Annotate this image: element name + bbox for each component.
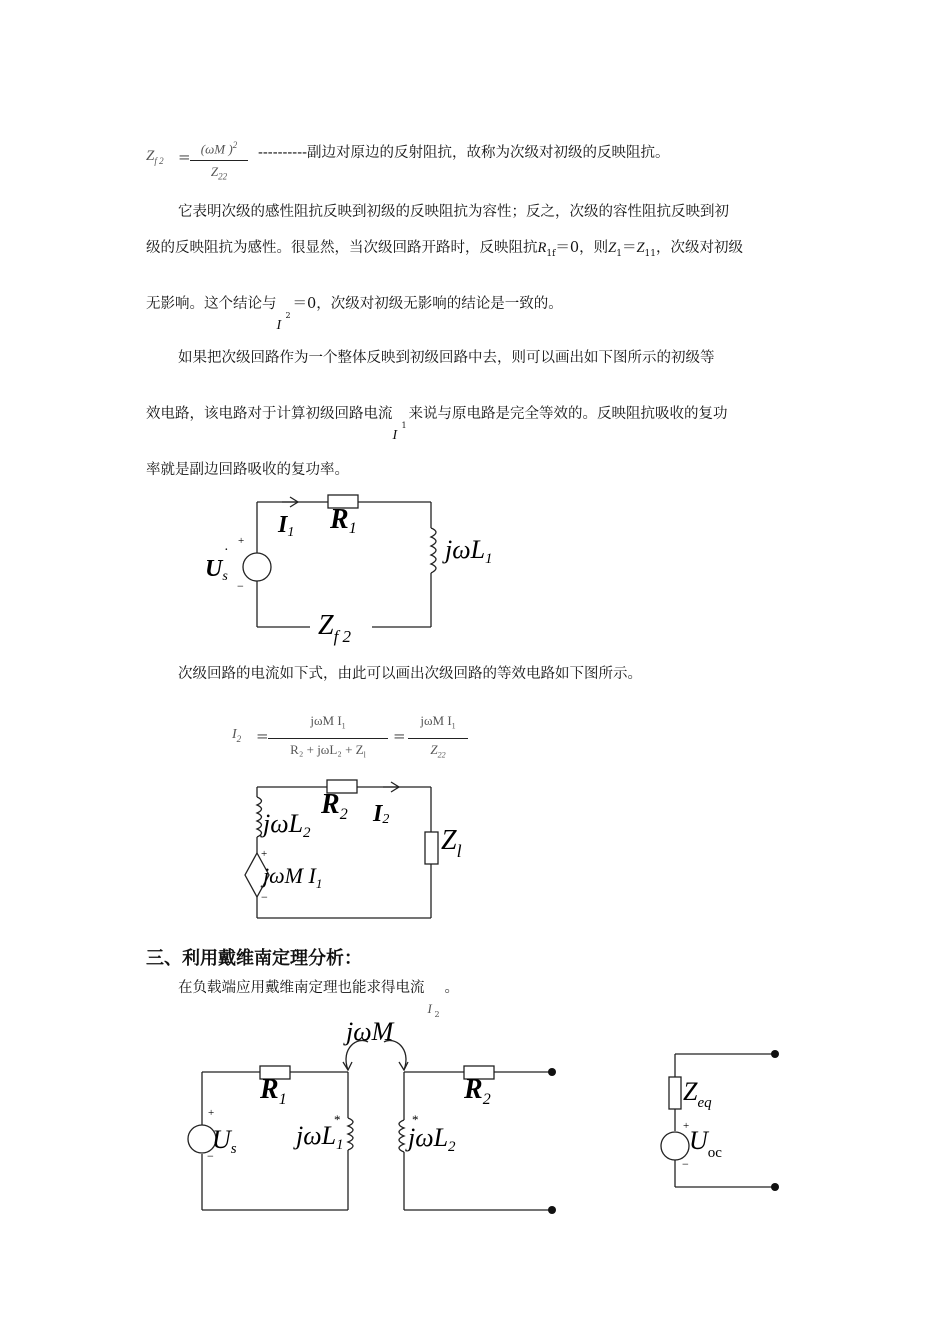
para1-line3: 无影响。这个结论与 I 2 ＝0，次级对初级无影响的结论是一致的。 (146, 296, 563, 333)
label-R1: R1 (330, 504, 357, 537)
para4: 在负载端应用戴维南定理也能求得电流 I 2 。 (178, 980, 459, 1019)
label-I2: I2 (373, 801, 390, 827)
formula2-fraction2: jωM $I_1$ $Z_{22}$ (408, 712, 468, 764)
dot-mark-L1: * (334, 1112, 341, 1127)
para2-line1: 如果把次级回路作为一个整体反映到初级回路中去，则可以画出如下图所示的初级等 (178, 350, 715, 366)
inductor-L2 (399, 1120, 404, 1152)
thevenin-circuit (655, 1043, 795, 1198)
voltage-source-Us (243, 553, 271, 581)
label-Zf2: $Z_{f 2}$ (318, 610, 352, 646)
voltage-source-Uoc (661, 1132, 689, 1160)
formula2-eq1: = (256, 727, 269, 745)
minus-sign: − (261, 890, 268, 904)
minus-sign: − (682, 1157, 689, 1171)
secondary-equivalent-circuit (235, 775, 495, 925)
plus-sign: + (683, 1120, 690, 1132)
inductor-L2 (257, 797, 262, 837)
para3: 次级回路的电流如下式，由此可以画出次级回路的等效电路如下图所示。 (178, 666, 642, 682)
label-jwL1: jωL1 (296, 1121, 344, 1153)
plus-sign: + (208, 1107, 215, 1119)
formula1-fraction: (ωM )$^2$ $Z_{22}$ (190, 136, 248, 186)
plus-sign: + (238, 535, 245, 547)
current-arrow-I1 (282, 497, 298, 507)
formula2-fraction1: jωM $I_1$ $R_2 + j\omega L_2 + Z_l$ (268, 712, 388, 764)
para1-line1: 它表明次级的感性阻抗反映到初级的反映阻抗为容性；反之，次级的容性阻抗反映到初 (178, 204, 729, 220)
para1-line2: 级的反映阻抗为感性。很显然，当次级回路开路时，反映阻抗$R_{1f}=0$，则$Z_1=Z_{11}$，次级对初级 (146, 240, 743, 259)
terminal-top (548, 1068, 556, 1076)
formula1-description: ----------副边对原边的反射阻抗，故称为次级对初级的反映阻抗。 (258, 145, 670, 161)
inductor-L1 (348, 1118, 353, 1150)
label-Uoc: $U_{oc}$ (689, 1126, 722, 1161)
label-R2: $R_2$ (464, 1074, 491, 1108)
phasor-dot: · (224, 543, 229, 558)
section-heading: 三、利用戴维南定理分析： (146, 948, 362, 969)
label-jwL2: jωL2 (263, 809, 311, 841)
primary-equivalent-circuit (200, 488, 520, 648)
terminal-bottom (771, 1183, 779, 1191)
label-jwL1: jωL1 (445, 535, 493, 567)
formula1-lhs: $Z_{f 2}$ (146, 148, 164, 166)
terminal-bottom (548, 1206, 556, 1214)
current-arrow-I2 (383, 782, 399, 792)
label-R1: $R_1$ (260, 1074, 287, 1108)
para2-line3: 率就是副边回路吸收的复功率。 (146, 462, 349, 478)
label-jwM: jωM (346, 1017, 394, 1046)
minus-sign: − (207, 1149, 214, 1163)
label-Us: Us (212, 1125, 237, 1157)
label-Zl: $Z_l$ (441, 825, 462, 861)
para2-line2: 效电路，该电路对于计算初级回路电流 I 1 来说与原电路是完全等效的。反映阻抗吸收的复功 (146, 406, 728, 443)
label-I1: I1 (278, 512, 295, 540)
label-source: jωM $I_1$ (263, 863, 323, 891)
formula2-eq2: = (393, 727, 406, 745)
inductor-L1 (431, 528, 436, 573)
label-Us: Us (205, 556, 228, 584)
terminal-top (771, 1050, 779, 1058)
minus-sign: − (237, 579, 244, 593)
formula2-lhs: $I_2$ (232, 727, 242, 744)
coupled-circuit (180, 1008, 580, 1223)
dot-mark-L2: * (412, 1112, 419, 1127)
impedance-Zeq (669, 1077, 681, 1109)
load-impedance-Zl (425, 832, 438, 864)
label-Zeq: $Z_{eq}$ (683, 1077, 712, 1111)
label-jwL2: jωL2 (408, 1123, 456, 1155)
formula1-eq: = (178, 148, 191, 166)
label-R2: $R_2$ (321, 789, 348, 823)
plus-sign: + (261, 848, 268, 860)
